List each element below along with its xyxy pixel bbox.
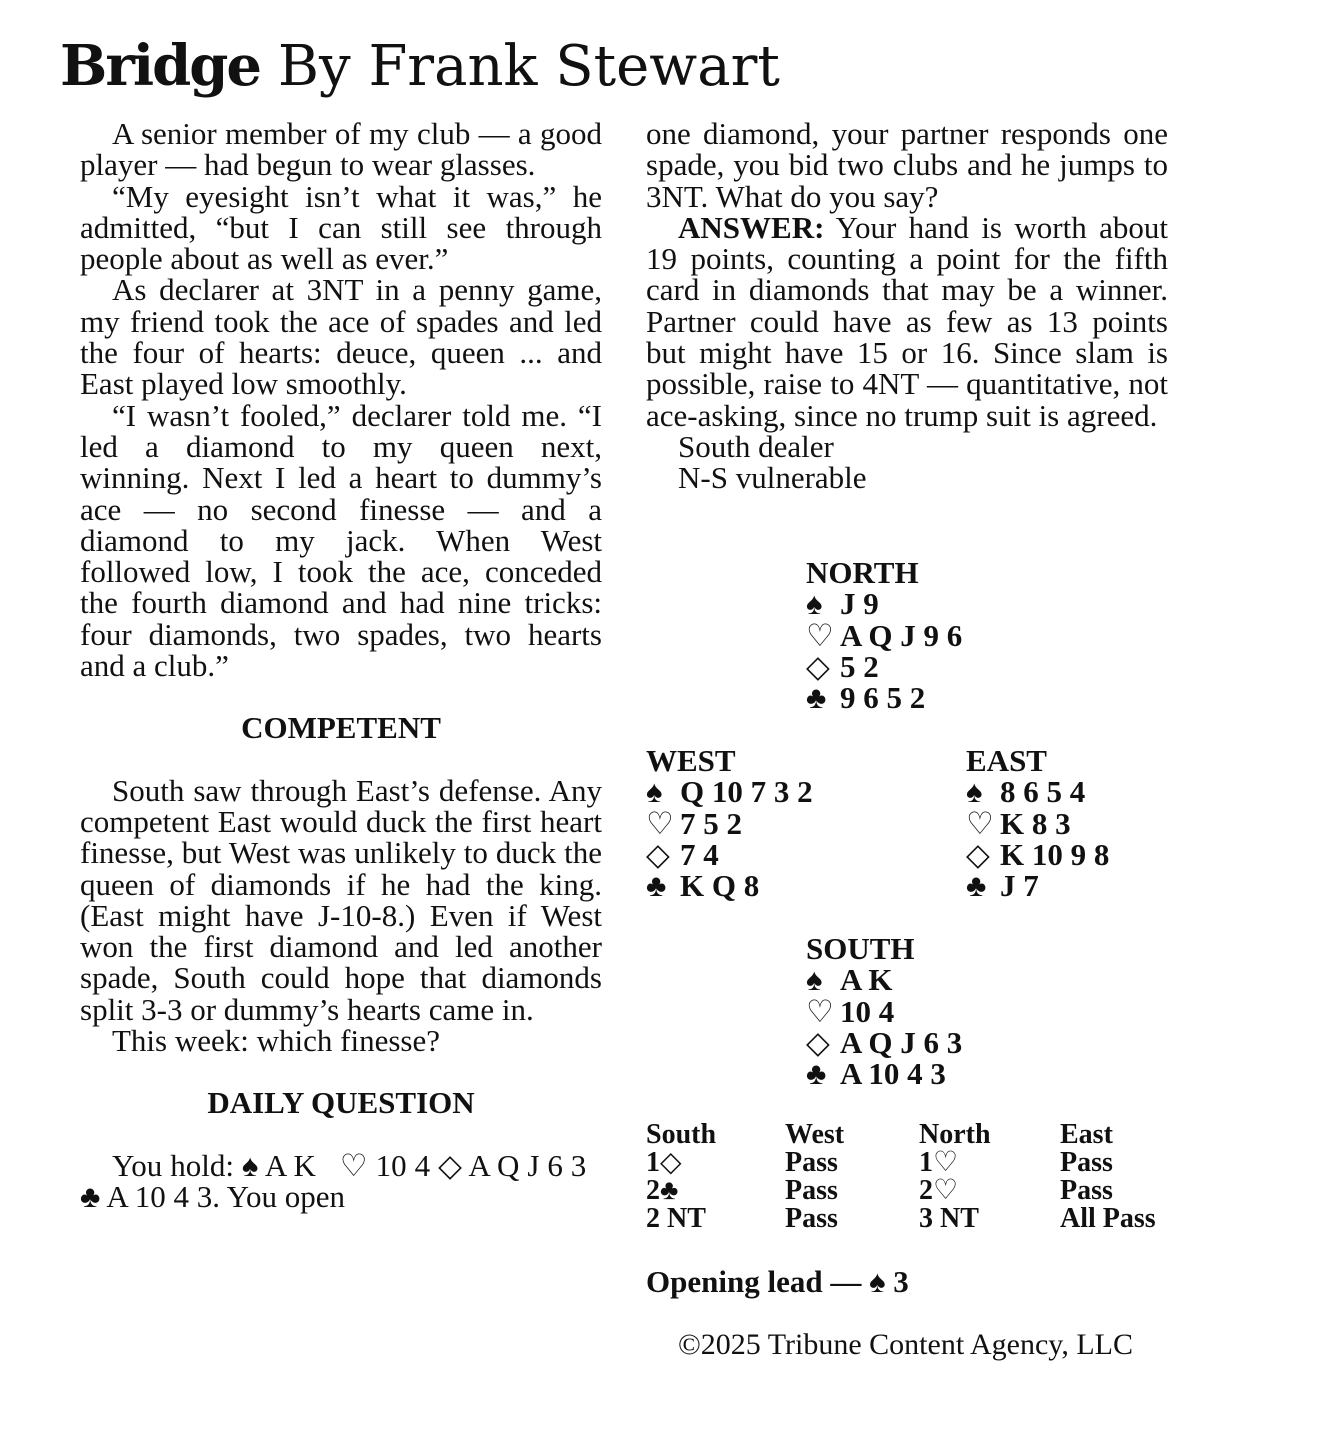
paragraph: “I wasn’t fooled,” declarer told me. “I led a diamond to my queen next, winning. Next I led a heart to dummy’s ace — no second finesse — and a diamond to my jack. When West followed low, I took the ace, conceded the fourth diamond and had nine tricks: four diamonds, two spades, two hearts and a club.” <box>80 397 602 684</box>
paragraph: This week: which finesse? <box>112 1023 440 1059</box>
answer-paragraph: ANSWER: Your hand is worth about 19 points, counting a point for the fifth card in diamonds that may be a winner. Partner could have as few as 13 points but might have 15 or 16. Since slam is possible, raise to 4NT — quantitative, not ace-asking, since no trump suit is agreed. <box>646 209 1168 433</box>
hand-name: NORTH <box>806 555 919 590</box>
paragraph: “My eyesight isn’t what it was,” he admitted, “but I can still see through people about as well as ever.” <box>80 178 602 277</box>
auction-bid: Pass <box>1060 1147 1113 1178</box>
section-heading-daily-question: DAILY QUESTION <box>207 1085 475 1121</box>
hand-west: WEST ♠ Q 10 7 3 2 ♡ 7 5 2 ◇ 7 4 ♣ K Q 8 <box>646 743 813 904</box>
paragraph: South saw through East’s defense. Any competent East would duck the first heart finesse, but West was unlikely to duck the queen of diamonds if he had the king. (East might have J-10-8.) Even if West won the first diamond and led another spade, South could hope that diamonds split 3-3 or dummy’s hearts came in. <box>80 772 602 1027</box>
heart-icon: ♡ <box>966 805 994 841</box>
vulnerability-info: N-S vulnerable <box>678 460 867 496</box>
auction-bid: Pass <box>1060 1175 1113 1206</box>
auction-bid: All Pass <box>1060 1203 1156 1234</box>
auction-header: East <box>1060 1119 1113 1150</box>
title-bold: Bridge <box>60 33 261 99</box>
auction-bid: 3 NT <box>919 1203 979 1234</box>
question-diamonds: ◇ A Q J 6 3 <box>438 1147 587 1183</box>
spade-icon: ♠ <box>646 774 663 810</box>
auction-header: West <box>785 1119 845 1150</box>
question-hearts: ♡ 10 4 <box>339 1147 431 1183</box>
auction-bid: 1◇ <box>646 1147 682 1178</box>
section-heading-competent: COMPETENT <box>241 710 441 746</box>
paragraph: As declarer at 3NT in a penny game, my friend took the ace of spades and led the four of hearts: deuce, queen ... and East played low smoothly. <box>80 272 602 402</box>
auction-bid: 1♡ <box>919 1147 959 1178</box>
auction-bid: Pass <box>785 1175 838 1206</box>
spade-icon: ♠ <box>966 774 983 810</box>
question-clubs: ♣ A 10 4 3. <box>80 1178 221 1214</box>
auction-bid: Pass <box>785 1147 838 1178</box>
heart-icon: ♡ <box>646 805 674 841</box>
auction-header: South <box>646 1119 717 1150</box>
paragraph: one diamond, your partner responds one spade, you bid two clubs and he jumps to 3NT. What do you say? <box>646 116 1168 214</box>
left-column <box>80 118 602 1212</box>
auction-bid: Pass <box>785 1203 838 1234</box>
club-icon: ♣ <box>646 868 667 904</box>
diamond-icon: ◇ <box>806 1024 830 1060</box>
club-icon: ♣ <box>966 868 987 904</box>
spade-icon: ♠ <box>806 962 823 998</box>
club-icon: ♣ <box>806 680 827 716</box>
hand-name: SOUTH <box>806 931 915 966</box>
title-byline: By Frank Stewart <box>260 34 780 99</box>
daily-question: You hold: ♠ A K ♡ 10 4 ◇ A Q J 6 3 ♣ A 10 4 3. You open <box>80 1147 587 1214</box>
auction-bid: 2♡ <box>919 1175 959 1206</box>
answer-label: ANSWER: <box>678 209 825 245</box>
right-column <box>646 118 1168 494</box>
heart-icon: ♡ <box>806 993 834 1029</box>
club-icon: ♣ <box>806 1056 827 1092</box>
question-spades: ♠ A K <box>241 1147 316 1183</box>
spade-icon: ♠ <box>806 586 823 622</box>
hand-east: EAST ♠ 8 6 5 4 ♡ K 8 3 ◇ K 10 9 8 ♣ J 7 <box>966 743 1110 904</box>
dealer-info: South dealer <box>678 428 834 464</box>
hand-north: NORTH ♠ J 9 ♡ A Q J 9 6 ◇ 5 2 ♣ 9 6 5 2 <box>806 555 963 716</box>
auction-header: North <box>919 1119 991 1150</box>
auction-bid: 2 NT <box>646 1203 706 1234</box>
page-title <box>60 30 780 103</box>
heart-icon: ♡ <box>806 617 834 653</box>
auction-bid: 2♣ <box>646 1175 679 1206</box>
paragraph: A senior member of my club — a good player — had begun to wear glasses. <box>80 116 602 183</box>
copyright: ©2025 Tribune Content Agency, LLC <box>678 1328 1134 1361</box>
hand-name: EAST <box>966 743 1047 778</box>
diamond-icon: ◇ <box>966 836 990 872</box>
hand-south: SOUTH ♠ A K ♡ 10 4 ◇ A Q J 6 3 ♣ A 10 4 3 <box>806 931 963 1092</box>
diamond-icon: ◇ <box>806 648 830 684</box>
diamond-icon: ◇ <box>646 836 670 872</box>
hand-name: WEST <box>646 743 736 778</box>
opening-lead: Opening lead — ♠ 3 <box>646 1264 909 1299</box>
